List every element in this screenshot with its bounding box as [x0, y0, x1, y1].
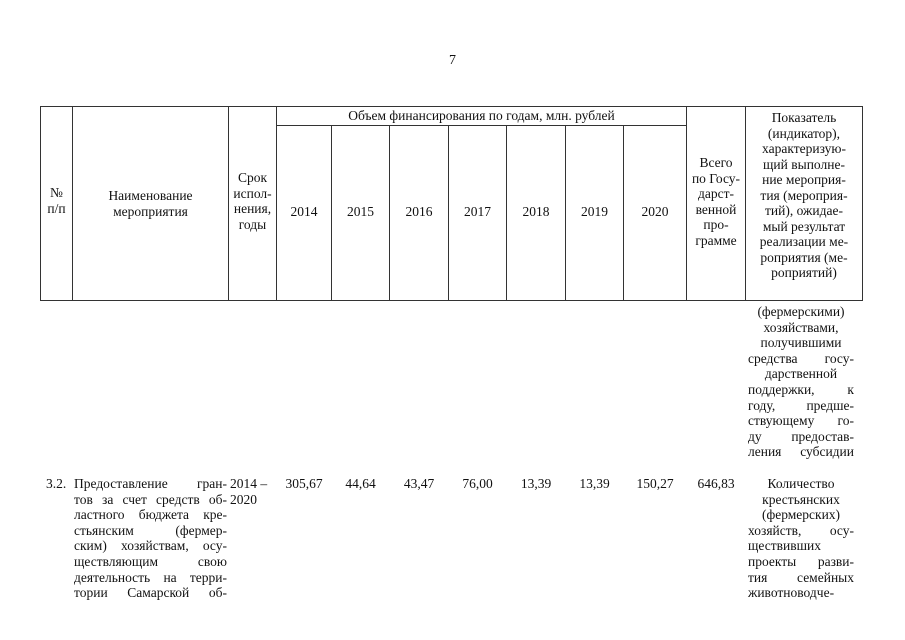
header-term: Срок испол- нения, годы [233, 170, 272, 232]
row-term: 2014 – 2020 [230, 476, 268, 507]
row-number: 3.2. [46, 476, 67, 491]
row-value: 44,64 [345, 476, 376, 491]
header-no: № п/п [47, 185, 66, 216]
header-total: Всего по Госу- дарст- венной про- грамме [691, 155, 741, 248]
row-name: Предоставление гран- тов за счет средств об- ластного бюджета кре- стьянским (фермер- ским) хозяйствам, осу- ществляющим свою деятельность на терри- тории Самарской об- [74, 476, 227, 601]
header-funding-title: Объем финансирования по годам, млн. рублей [348, 108, 615, 123]
row-value: 13,39 [520, 476, 552, 491]
row-total: 646,83 [697, 476, 735, 491]
header-year: 2019 [581, 204, 608, 219]
header-name: Наименование мероприятия [108, 188, 193, 219]
row-value: 305,67 [285, 476, 323, 491]
header-year: 2018 [522, 204, 550, 219]
header-year: 2015 [347, 204, 374, 219]
continuation-indicator: (фермерскими) хозяйствами, получившими средства госу- дарственной поддержки, к году, предше- ствующему го- ду предостав- ления субсидии [748, 304, 854, 460]
row-indicator: Количество крестьянских (фермерских) хозяйств, осу- ществивших проекты разви- тия семейных животноводче- [748, 476, 854, 601]
header-year: 2016 [405, 204, 433, 219]
row-value: 43,47 [403, 476, 435, 491]
page-number: 7 [449, 53, 456, 68]
header-indicator: Показатель (индикатор), характеризую- щий выполне- ние мероприя- тия (мероприя- тий), ожидае- мый результат реализации ме- роприятия (ме- роприятий) [759, 110, 849, 280]
row-value: 13,39 [579, 476, 610, 491]
header-year: 2017 [464, 204, 491, 219]
header-year: 2020 [641, 204, 669, 219]
row-value: 76,00 [462, 476, 493, 491]
row-value: 150,27 [636, 476, 674, 491]
header-year: 2014 [290, 204, 318, 219]
